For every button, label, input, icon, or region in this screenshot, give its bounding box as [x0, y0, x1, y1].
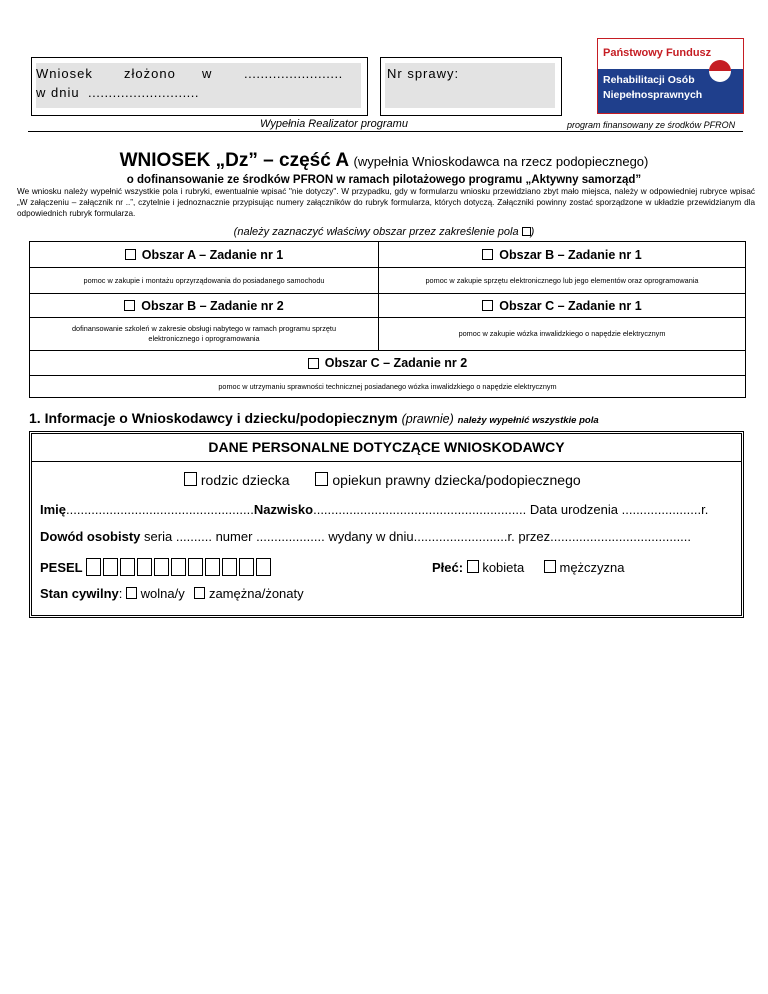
- checkbox-icon: [522, 227, 531, 236]
- pesel-digit-box[interactable]: [239, 558, 254, 576]
- gender-label: Płeć:: [432, 560, 464, 575]
- section1-note: należy wypełnić wszystkie pola: [457, 415, 599, 426]
- pesel-digit-box[interactable]: [137, 558, 152, 576]
- role-guardian-label: opiekun prawny dziecka/podopiecznego: [332, 472, 581, 488]
- birth-label: Data urodzenia: [529, 502, 618, 517]
- logo-line3: Niepełnosprawnych: [603, 89, 703, 101]
- pesel-digit-box[interactable]: [171, 558, 186, 576]
- area-c2-label: Obszar C – Zadanie nr 2: [324, 356, 468, 370]
- gender-female-checkbox[interactable]: [467, 560, 479, 573]
- civil-free-checkbox[interactable]: [126, 587, 137, 599]
- header-divider: [28, 131, 743, 132]
- mark-close: ): [530, 226, 535, 238]
- date-label: w dniu: [36, 85, 80, 100]
- submitted-label: Wniosek: [36, 66, 93, 81]
- civil-colon: :: [118, 586, 123, 601]
- logo-line2: Rehabilitacji Osób: [603, 74, 695, 86]
- mark-instruction-text: (należy zaznaczyć właściwy obszar przez zakreślenie pola: [233, 226, 519, 238]
- section1-title: 1. Informacje o Wnioskodawcy i dziecku/podopiecznym: [29, 410, 398, 426]
- area-a1[interactable]: [30, 242, 378, 267]
- logo-emblem-icon: [708, 59, 732, 83]
- area-b2[interactable]: [30, 294, 378, 317]
- title-paren: (wypełnia Wnioskodawca na rzecz podopiecznego): [353, 154, 649, 169]
- area-a1-label: Obszar A – Zadanie nr 1: [141, 247, 284, 262]
- civil-married-label: zamężna/żonaty: [208, 586, 304, 601]
- funded-note: program finansowany ze środków PFRON: [567, 120, 736, 130]
- pesel-boxes[interactable]: [86, 560, 273, 575]
- pesel-digit-box[interactable]: [154, 558, 169, 576]
- civil-label: Stan cywilny: [40, 586, 119, 601]
- pesel-digit-box[interactable]: [103, 558, 118, 576]
- pfron-logo: [597, 38, 744, 114]
- gender-male-label: mężczyzna: [559, 560, 625, 575]
- date-field[interactable]: ...........................: [88, 85, 200, 100]
- section1-paren: (prawnie): [401, 412, 454, 426]
- case-number-box: [380, 57, 562, 116]
- gender-female-label: kobieta: [482, 560, 525, 575]
- name-field[interactable]: ....................................................: [66, 502, 254, 517]
- pesel-digit-box[interactable]: [205, 558, 220, 576]
- gender-male-checkbox[interactable]: [544, 560, 556, 573]
- pesel-row: [40, 558, 273, 576]
- role-row: [184, 472, 581, 488]
- mark-instruction: [0, 226, 768, 238]
- role-parent-label: rodzic dziecka: [200, 472, 290, 488]
- birth-field[interactable]: ......................r.: [621, 502, 709, 517]
- filled-by-note: Wypełnia Realizator programu: [260, 118, 408, 130]
- pesel-digit-box[interactable]: [120, 558, 135, 576]
- personal-data-box: [29, 431, 744, 618]
- surname-field[interactable]: ...........................................................: [313, 502, 527, 517]
- id-issued-field[interactable]: ..........................r.: [413, 529, 515, 544]
- personal-data-header: DANE PERSONALNE DOTYCZĄCE WNIOSKODAWCY: [32, 434, 741, 462]
- id-issued-label: wydany w dniu: [328, 529, 414, 544]
- area-b1[interactable]: [379, 242, 745, 267]
- area-c2[interactable]: [30, 351, 745, 375]
- area-c2-desc: pomoc w utrzymaniu sprawności technicznej posiadanego wózka inwalidzkiego o napędzie elektrycznym: [218, 381, 557, 391]
- area-c1-desc: pomoc w zakupie wózka inwalidzkiego o napędzie elektrycznym: [458, 329, 666, 338]
- area-c1-checkbox[interactable]: [482, 300, 493, 311]
- form-title: [0, 150, 768, 172]
- area-a1-desc: pomoc w zakupie i montażu oprzyrządowania do posiadanego samochodu: [83, 275, 325, 285]
- intro-text: We wniosku należy wypełnić wszystkie pola i rubryki, ewentualnie wpisać "nie dotyczy". W przypadku, gdy w formularzu wniosku przewidziano zbyt mało miejsca, należy w odpowiedniej rubryce wpisać „W załączeniu – załącznik nr ..”, czytelnie i jednoznacznie przypisując numery załączników do rubryk formularza, których dotyczą. Załączniki powinny zostać sporządzone w układzie przewidzianym dla odpowiednich rubryk formularza.: [17, 187, 755, 218]
- w-label: w: [202, 66, 213, 81]
- submitted-word: złożono: [124, 66, 176, 81]
- area-b2-label: Obszar B – Zadanie nr 2: [141, 298, 284, 313]
- role-parent-checkbox[interactable]: [184, 472, 197, 486]
- id-by-field[interactable]: .......................................: [550, 529, 692, 544]
- area-b1-label: Obszar B – Zadanie nr 1: [499, 247, 642, 262]
- areas-table: [29, 241, 746, 398]
- case-number-label: Nr sprawy:: [387, 66, 460, 81]
- form-subtitle: o dofinansowanie ze środków PFRON w ramach pilotażowego programu „Aktywny samorząd”: [126, 174, 642, 186]
- area-a1-checkbox[interactable]: [125, 249, 136, 260]
- pesel-label: PESEL: [40, 560, 83, 575]
- submitted-field[interactable]: ........................: [244, 66, 343, 81]
- civil-married-checkbox[interactable]: [194, 587, 205, 599]
- name-row: [40, 502, 708, 517]
- logo-line1: Państwowy Fundusz: [603, 47, 712, 59]
- gender-row: [432, 560, 625, 575]
- area-b1-checkbox[interactable]: [482, 249, 493, 260]
- role-guardian-checkbox[interactable]: [315, 472, 328, 486]
- id-label: Dowód osobisty: [40, 529, 141, 544]
- section1-heading: [29, 410, 599, 426]
- civil-free-label: wolna/y: [140, 586, 185, 601]
- area-b1-desc: pomoc w zakupie sprzętu elektronicznego lub jego elementów oraz oprogramowania: [425, 275, 699, 285]
- id-row: [40, 529, 691, 544]
- id-number-field[interactable]: ...................: [256, 529, 325, 544]
- id-number-label: numer: [215, 529, 253, 544]
- area-c1-label: Obszar C – Zadanie nr 1: [499, 298, 642, 313]
- name-label: Imię: [40, 502, 67, 517]
- surname-label: Nazwisko: [253, 502, 314, 517]
- area-c1[interactable]: [379, 294, 745, 317]
- area-c2-checkbox[interactable]: [308, 358, 319, 369]
- area-b2-checkbox[interactable]: [124, 300, 135, 311]
- pesel-digit-box[interactable]: [86, 558, 101, 576]
- pesel-digit-box[interactable]: [222, 558, 237, 576]
- id-series-label: seria: [144, 529, 173, 544]
- title-main: WNIOSEK „Dz” – część A: [119, 150, 350, 171]
- area-b2-desc: dofinansowanie szkoleń w zakresie obsługi nabytego w ramach programu sprzętu elektronicznego i oprogramowania: [71, 324, 337, 343]
- id-series-field[interactable]: ..........: [175, 529, 212, 544]
- id-by-label: przez: [518, 529, 551, 544]
- registration-box: [31, 57, 368, 116]
- pesel-digit-box[interactable]: [256, 558, 271, 576]
- pesel-digit-box[interactable]: [188, 558, 203, 576]
- civil-row: [40, 586, 304, 601]
